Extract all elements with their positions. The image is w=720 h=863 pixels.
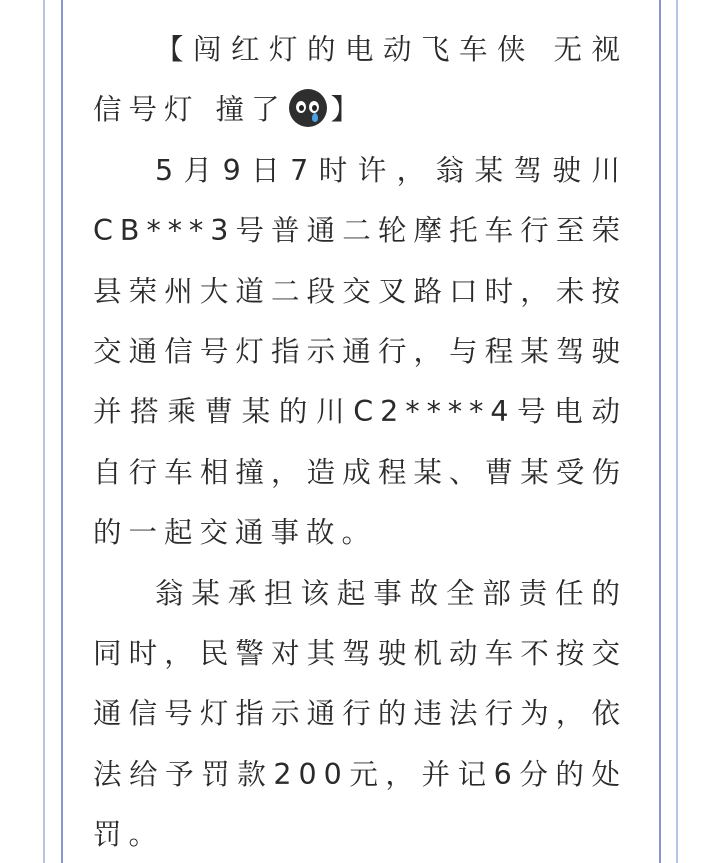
headline <box>93 20 627 141</box>
right-inner-border <box>659 0 661 863</box>
headline-text: 【闯红灯的电动飞车侠 无视信号灯 撞了 <box>93 33 627 127</box>
emoji-tear <box>312 113 318 122</box>
emoji-right-pupil <box>312 105 317 111</box>
left-inner-border <box>61 0 63 863</box>
headline-close-bracket: 】 <box>330 93 367 127</box>
emoji-right-eye <box>309 101 319 113</box>
left-outer-border <box>43 0 45 863</box>
article-body <box>93 20 627 863</box>
right-outer-border <box>676 0 678 863</box>
emoji-left-eye <box>296 101 306 113</box>
crying-face-emoji-icon <box>289 89 327 127</box>
paragraph-penalty: 翁某承担该起事故全部责任的同时，民警对其驾驶机动车不按交通信号灯指示通行的违法行为，依法给予罚款200元，并记6分的处罚。 <box>93 576 627 852</box>
paragraph-accident-report: 5月9日7时许，翁某驾驶川CB***3号普通二轮摩托车行至荣县荣州大道二段交叉路口时，未按交通信号灯指示通行，与程某驾驶并搭乘曹某的川C2****4号电动自行车相撞，造成程某、曹某受伤的一起交通事故。 <box>93 153 627 550</box>
emoji-left-pupil <box>299 105 304 111</box>
